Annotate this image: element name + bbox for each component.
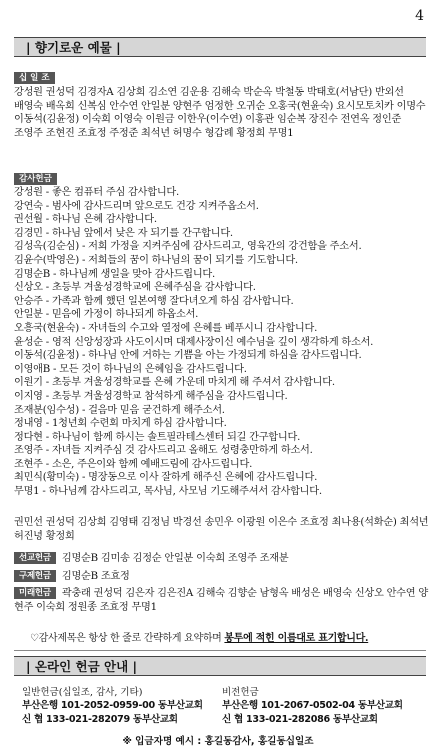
thanks-names-section (14, 516, 429, 543)
thanks-line: 무명1 - 하나님께 감사드리고, 목사님, 사모님 기도해주셔서 감사합니다. (14, 486, 322, 498)
thanks-names: 권민선 권성덕 김상희 김영태 김정님 박경선 송민우 이광원 이은수 조효정 최나용(석화순) 최석년 허진녕 황정희 (14, 517, 429, 542)
thanks-line: 권선월 - 하나님 은혜 감사합니다. (14, 214, 157, 226)
tithe-tag: 십 일 조 (14, 72, 55, 84)
thanks-line: 이동석(김윤정) - 하나님 안에 거하는 기쁨을 아는 가정되게 하심을 감사드립니다. (14, 350, 362, 362)
thanks-line: 김명순B - 하나님께 생일을 맞아 감사드립니다. (14, 268, 215, 280)
thanks-line: 오흥국(현윤숙) - 자녀들의 수고와 열정에 은혜를 베푸시니 감사합니다. (14, 322, 318, 334)
thanks-line: 김성옥(김순심) - 저희 가정을 지켜주심에 감사드리고, 영육간의 강건함을 주소서. (14, 241, 362, 253)
roles-section (14, 552, 429, 614)
vision-account-shinhyup: 신 협 133-021-282086 동부산교회 (222, 714, 378, 725)
thanks-line: 강성원 - 좋은 컴퓨터 주심 감사합니다. (14, 187, 179, 198)
general-account-shinhyup: 신 협 133-021-282079 동부산교회 (22, 714, 178, 725)
thanks-line: 신상오 - 초등부 겨울성경학교에 은혜주심을 감사합니다. (14, 282, 256, 294)
tithe-names: 강성원 권성덕 김경자A 김상희 김소연 김운용 김해숙 박순옥 박철동 박태호(서남단) 반외선 배영숙 배옥희 신복심 안수연 안일분 양현주 엄정한 오귀순 오홍국(현윤숙) 요시모토치카 이명수 이동석(김윤정) 이숙희 이영숙 이원금 이한우(이수연) 이홍관 임순복 장진수 전연옥 정인준 조영주 조현진 조효정 주정준 최석년 허명수 형갑례 황정희 무명1 (14, 87, 426, 139)
notice-text: ♡감사제목은 항상 한 줄로 간략하게 요약하며 (30, 633, 225, 644)
future-tag: 미래헌금 (14, 587, 56, 599)
future-offering (14, 587, 429, 614)
mission-tag: 선교헌금 (14, 552, 56, 564)
deposit-name-example: ※ 입금자명 예시 : 홍길동감사, 홍길동십일조 (122, 736, 314, 747)
thanks-tag: 감사헌금 (14, 173, 57, 185)
mission-names: 김명순B 김미송 김정순 안일분 이숙희 조영주 조재분 (61, 553, 289, 564)
thanks-section (14, 166, 429, 499)
attendance-section (14, 65, 429, 140)
vision-account-busan-bank: 부산은행 101-2067-0502-04 동부산교회 (222, 700, 403, 711)
thanks-line: 조재분(임수성) - 걸음마 믿음 굳건하게 해주소서. (14, 404, 225, 416)
section-title-online: | 온라인 헌금 안내 | (14, 656, 426, 676)
thanks-line: 정다현 - 하나님이 함께 하시는 솔트필라테스센터 되길 간구합니다. (14, 431, 301, 443)
relief-tag: 구제헌금 (14, 570, 56, 582)
thanks-line: 안승주 - 가족과 함께 했던 일본여행 잘다녀오게 하심 감사합니다. (14, 295, 294, 307)
thanks-line: 강연숙 - 범사에 감사드리며 앞으로도 건강 지켜주옵소서. (14, 200, 259, 212)
thanks-list (14, 186, 429, 499)
general-account-busan-bank: 부산은행 101-2052-0959-00 동부산교회 (22, 700, 203, 711)
thanks-line: 조현주 - 소은, 주은이와 함께 예배드림에 감사드립니다. (14, 458, 253, 470)
relief-offering (14, 570, 429, 584)
thanks-line: 조영주 - 자녀들 지켜주심 것 감사드리고 올해도 성령충만하게 하소서. (14, 445, 313, 457)
divider (14, 650, 426, 651)
section-title-flowers: | 향기로운 예물 | (14, 37, 426, 57)
relief-names: 김명순B 조효정 (61, 570, 130, 582)
thanks-line: 이원기 - 초등부 겨울성경학교를 은혜 가운데 마치게 해 주셔서 감사합니다. (14, 377, 335, 389)
vision-offering-header: 비전헌금 (222, 687, 259, 698)
page-number: 4 (415, 8, 424, 24)
thanks-line: 김윤수(박영은) - 저희들의 꿈이 하나님의 꿈이 되기를 기도합니다. (14, 254, 298, 266)
thanks-line: 김경민 - 하나님 앞에서 낮은 자 되기를 간구합니다. (14, 227, 233, 239)
thanks-line: 최민식(황미숙) - 명장동으로 이사 잘하게 해주신 은혜에 감사드립니다. (14, 472, 318, 484)
notice-emphasis: 봉투에 적힌 이름대로 표기합니다. (224, 633, 369, 644)
thanks-line: 정내영 - 1청년회 수련회 마치게 하심 감사합니다. (14, 418, 227, 430)
future-names: 곽충래 권성덕 김은자 김은진A 김해숙 김향순 남형옥 배성은 배영숙 신상오 안수연 양현주 이숙희 정원종 조효정 무명1 (14, 588, 428, 613)
general-offering-header: 일반헌금(십일조, 감사, 기타) (22, 687, 143, 698)
thanks-line: 윤성순 - 영적 신앙성장과 사도이시며 대제사장이신 예수님을 깊이 생각하게 하소서. (14, 336, 374, 348)
mission-offering (14, 552, 429, 566)
thanks-line: 안일분 - 믿음에 가정이 하나되게 하옵소서. (14, 309, 199, 321)
thanks-line: 이영애B - 모든 것이 하나님의 은혜임을 감사드립니다. (14, 363, 247, 375)
notice-line (30, 629, 368, 644)
thanks-line: 이지영 - 초등부 겨울성경학교 참석하게 해주심을 감사드립니다. (14, 390, 288, 402)
